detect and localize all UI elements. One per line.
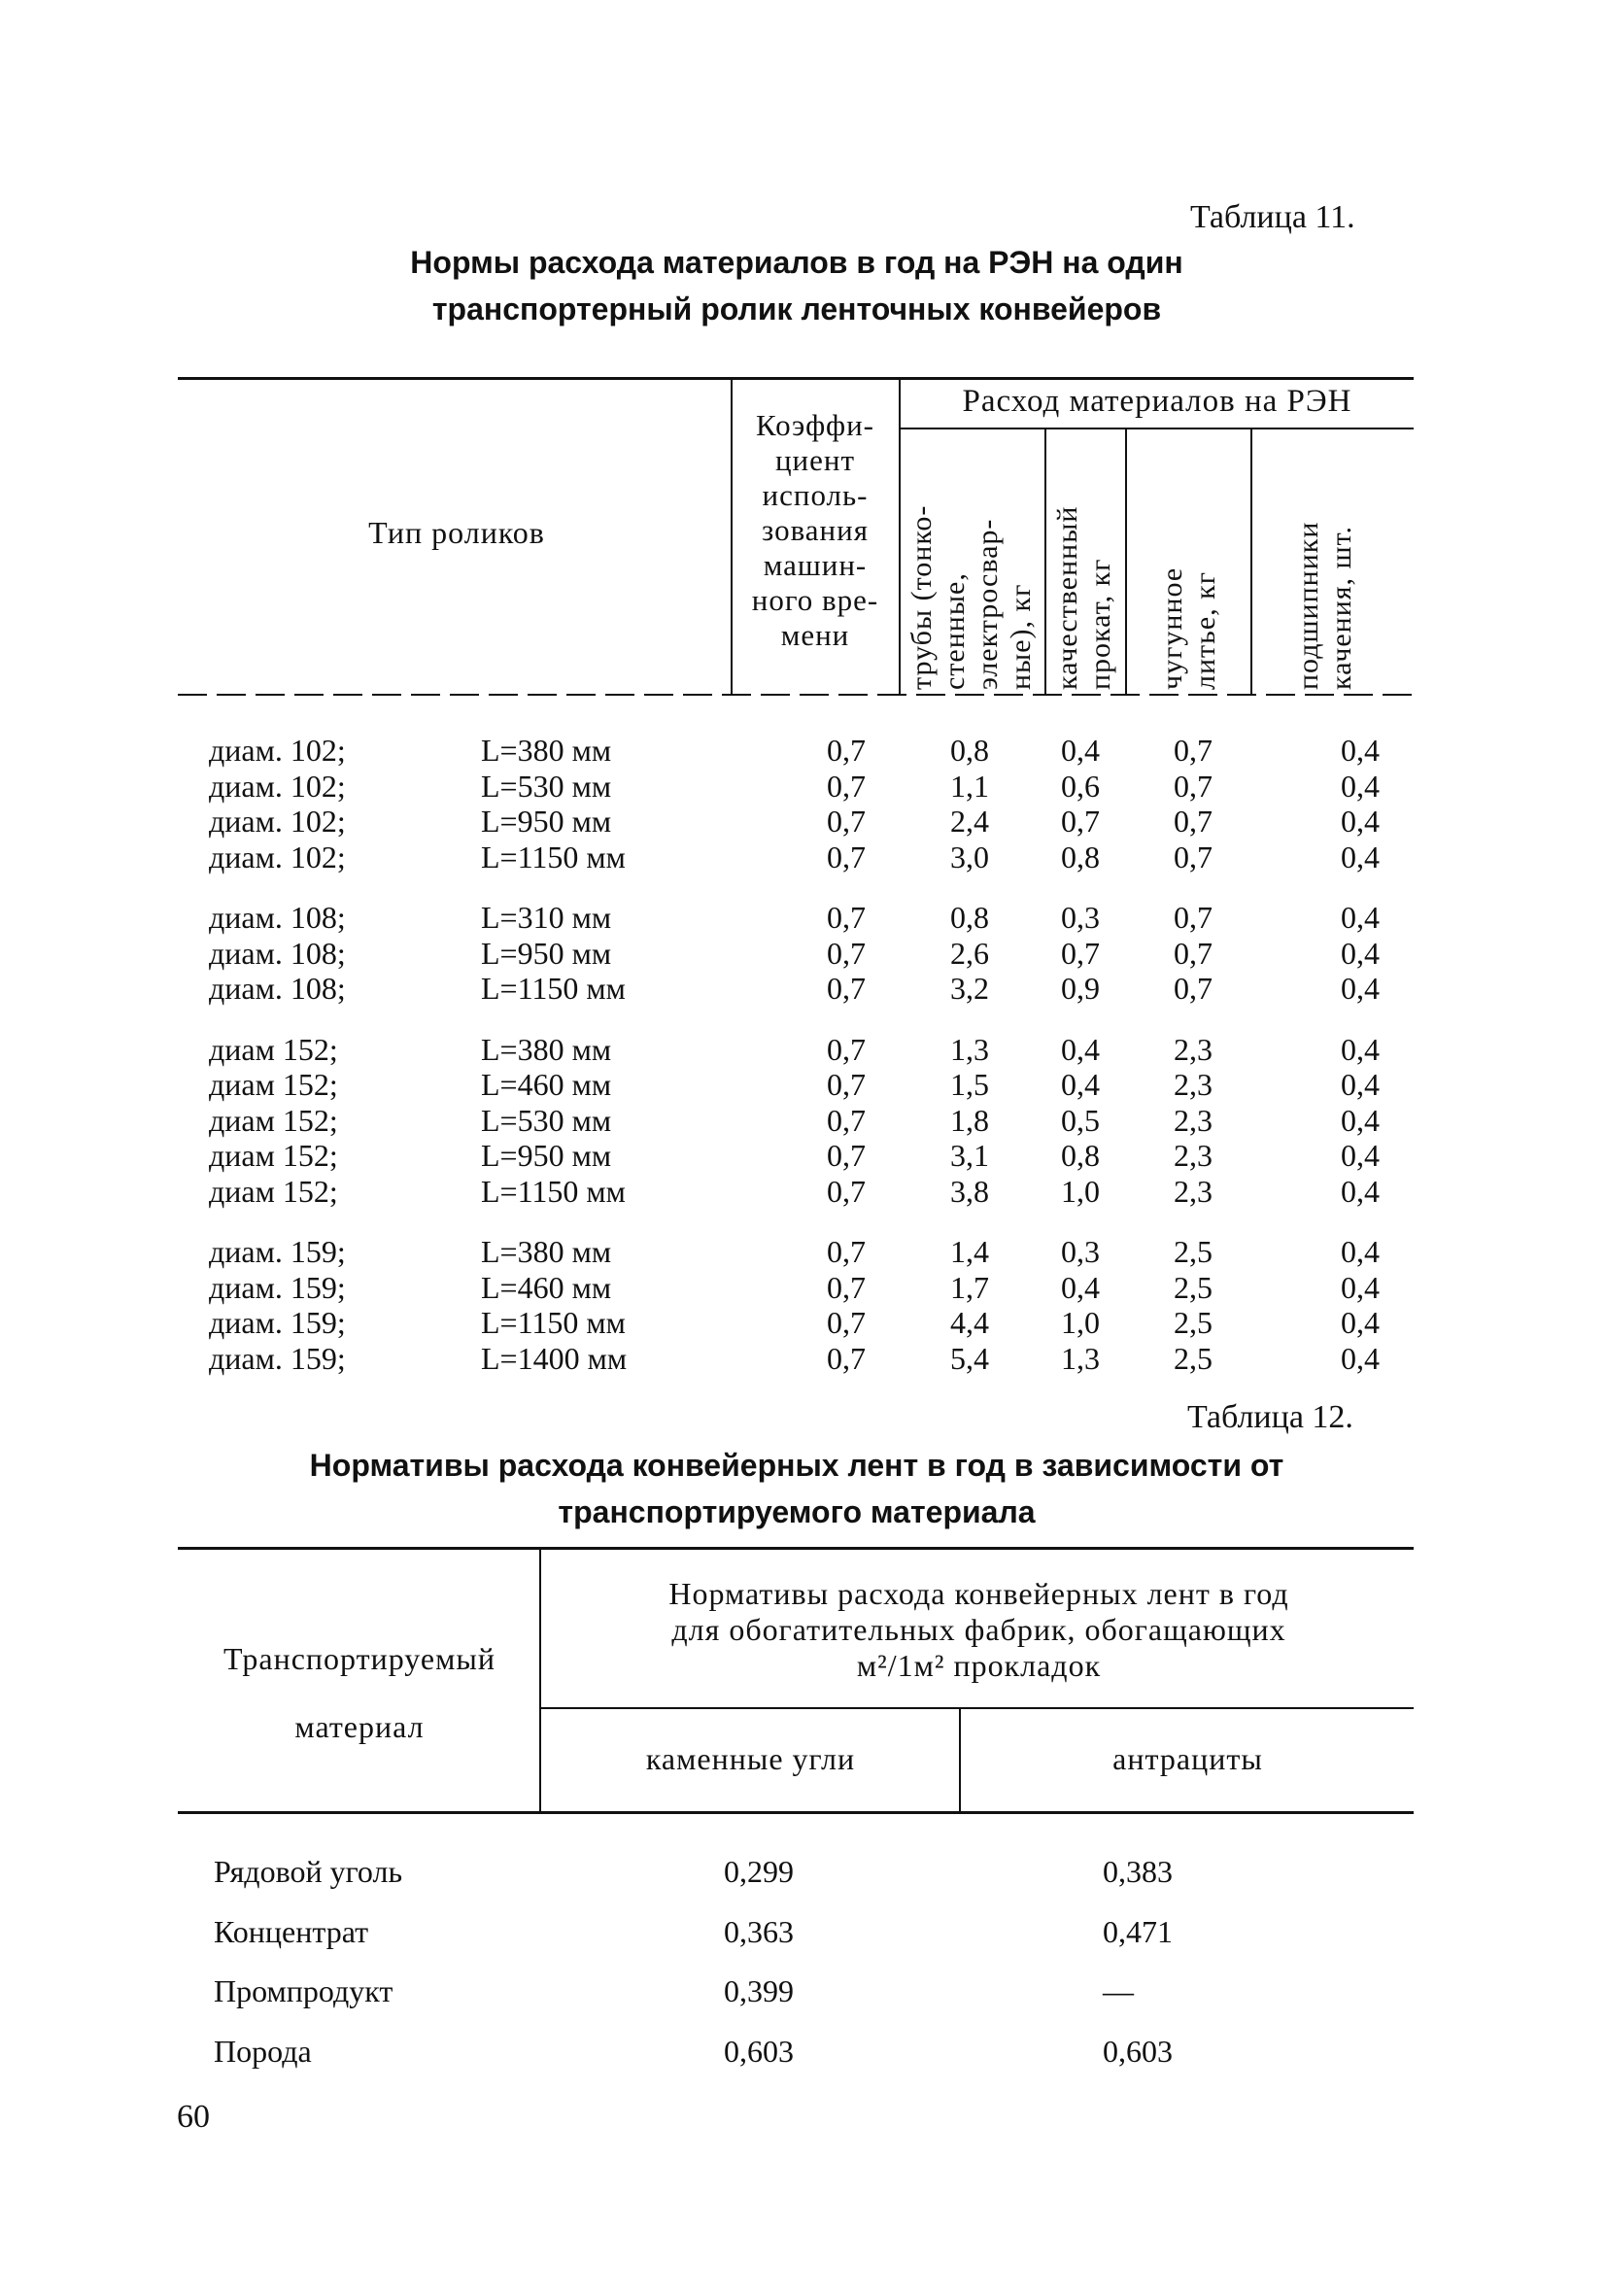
table12-row xyxy=(0,1970,1606,2012)
cell-length: L=1150 мм xyxy=(481,839,626,874)
cell-coef: 0,7 xyxy=(827,1234,866,1269)
cell-pipes: 0,8 xyxy=(950,900,989,935)
cell-bearings: 0,4 xyxy=(1341,1067,1380,1102)
pipes-line: стенные, xyxy=(939,572,971,690)
cell-pipes: 1,1 xyxy=(950,768,989,804)
cell-anthracite: 0,603 xyxy=(1103,2034,1173,2069)
material-line2: материал xyxy=(294,1709,425,1744)
cell-length: L=1150 мм xyxy=(481,971,626,1006)
table11-title-line2: транспортерный ролик ленточных конвейеров xyxy=(431,291,1162,326)
table11-row xyxy=(0,1174,1606,1209)
cell-length: L=1150 мм xyxy=(481,1305,626,1340)
coef-line: исполь- xyxy=(762,478,869,512)
cell-material: Порода xyxy=(214,2034,312,2069)
cell-cast: 2,5 xyxy=(1174,1340,1213,1376)
table12-title-line2: транспортируемого материала xyxy=(558,1494,1036,1529)
cell-bearings: 0,4 xyxy=(1341,1269,1380,1305)
cell-coef: 0,7 xyxy=(827,839,866,874)
table11-row xyxy=(0,1103,1606,1138)
table12-group-rule xyxy=(541,1707,1414,1709)
cell-rolled: 0,7 xyxy=(1061,804,1100,839)
table11-title xyxy=(291,239,1302,332)
cast-line: литье, кг xyxy=(1189,570,1221,690)
cell-anthracite: 0,383 xyxy=(1103,1854,1173,1889)
table12-header-group xyxy=(544,1576,1414,1684)
cell-length: L=950 мм xyxy=(481,804,612,839)
group-line3: м²/1м² прокладок xyxy=(856,1648,1102,1683)
cell-coef: 0,7 xyxy=(827,1138,866,1173)
cell-length: L=380 мм xyxy=(481,733,612,768)
cell-cast: 2,3 xyxy=(1174,1138,1213,1173)
cell-cast: 2,3 xyxy=(1174,1031,1213,1067)
cell-length: L=530 мм xyxy=(481,768,612,804)
table11-row xyxy=(0,900,1606,935)
cell-cast: 2,5 xyxy=(1174,1234,1213,1269)
table11-top-rule xyxy=(178,377,1414,380)
table11-row xyxy=(0,769,1606,804)
cell-pipes: 4,4 xyxy=(950,1305,989,1340)
cell-bearings: 0,4 xyxy=(1341,1102,1380,1138)
table11-row xyxy=(0,936,1606,971)
cell-rolled: 1,0 xyxy=(1061,1305,1100,1340)
table12-title xyxy=(233,1442,1360,1535)
cell-length: L=950 мм xyxy=(481,1138,612,1173)
cell-rolled: 1,3 xyxy=(1061,1340,1100,1376)
cell-diameter: диам 152; xyxy=(209,1173,338,1209)
pipes-line: трубы (тонко- xyxy=(906,504,938,690)
cell-pipes: 3,2 xyxy=(950,971,989,1006)
cell-anthracite: — xyxy=(1103,1973,1134,2008)
cell-coef: 0,7 xyxy=(827,900,866,935)
cell-bearings: 0,4 xyxy=(1341,1305,1380,1340)
cell-pipes: 2,6 xyxy=(950,935,989,971)
cell-coef: 0,7 xyxy=(827,935,866,971)
table12-row xyxy=(0,1850,1606,1893)
coef-line: машин- xyxy=(763,548,868,582)
table11-header-group: Расход материалов на РЭН xyxy=(962,384,1352,419)
table11-header-bottom-rule xyxy=(178,694,1414,696)
cell-cast: 0,7 xyxy=(1174,768,1213,804)
cell-pipes: 1,4 xyxy=(950,1234,989,1269)
cell-pipes: 5,4 xyxy=(950,1340,989,1376)
table11-row xyxy=(0,1234,1606,1269)
table11-vrule-2 xyxy=(899,379,901,695)
cell-rolled: 0,4 xyxy=(1061,1031,1100,1067)
cell-pipes: 0,8 xyxy=(950,733,989,768)
cell-bearings: 0,4 xyxy=(1341,935,1380,971)
table12-caption: Таблица 12. xyxy=(1187,1399,1353,1435)
cell-bearings: 0,4 xyxy=(1341,1031,1380,1067)
table12-row xyxy=(0,2030,1606,2073)
rolled-line: прокат, кг xyxy=(1084,558,1116,690)
cast-line: чугунное xyxy=(1156,566,1188,690)
table11-title-line1: Нормы расхода материалов в год на РЭН на один xyxy=(410,245,1183,280)
cell-cast: 0,7 xyxy=(1174,804,1213,839)
cell-cast: 0,7 xyxy=(1174,935,1213,971)
bearings-line: подшипники xyxy=(1292,521,1324,690)
cell-cast: 2,5 xyxy=(1174,1269,1213,1305)
coef-line: зования xyxy=(762,513,869,547)
cell-diameter: диам. 159; xyxy=(209,1269,346,1305)
table11-header-coef xyxy=(733,408,898,653)
cell-coef: 0,7 xyxy=(827,804,866,839)
cell-length: L=530 мм xyxy=(481,1102,612,1138)
table11-row xyxy=(0,1067,1606,1102)
cell-rolled: 0,4 xyxy=(1061,1269,1100,1305)
cell-rolled: 0,8 xyxy=(1061,1138,1100,1173)
cell-coef: 0,7 xyxy=(827,1340,866,1376)
cell-bearings: 0,4 xyxy=(1341,804,1380,839)
table11-row xyxy=(0,840,1606,874)
table11-vrule-5 xyxy=(1250,429,1252,695)
cell-coal: 0,399 xyxy=(724,1973,794,2008)
cell-diameter: диам. 102; xyxy=(209,804,346,839)
cell-coef: 0,7 xyxy=(827,1269,866,1305)
cell-rolled: 0,3 xyxy=(1061,1234,1100,1269)
cell-length: L=460 мм xyxy=(481,1269,612,1305)
table11-header-type: Тип роликов xyxy=(368,515,545,550)
table11-header-cast xyxy=(1156,439,1222,690)
cell-diameter: диам 152; xyxy=(209,1067,338,1102)
cell-pipes: 1,3 xyxy=(950,1031,989,1067)
cell-length: L=950 мм xyxy=(481,935,612,971)
cell-diameter: диам. 102; xyxy=(209,768,346,804)
table11-row xyxy=(0,1138,1606,1173)
table11-vrule-4 xyxy=(1125,429,1127,695)
cell-coef: 0,7 xyxy=(827,1067,866,1102)
cell-cast: 2,5 xyxy=(1174,1305,1213,1340)
cell-pipes: 1,7 xyxy=(950,1269,989,1305)
cell-diameter: диам. 159; xyxy=(209,1340,346,1376)
table12-header-bottom-rule xyxy=(178,1811,1414,1814)
cell-diameter: диам. 108; xyxy=(209,900,346,935)
table11-header-bearings xyxy=(1292,439,1358,690)
cell-diameter: диам. 159; xyxy=(209,1305,346,1340)
cell-coef: 0,7 xyxy=(827,768,866,804)
group-line2: для обогатительных фабрик, обогащающих xyxy=(671,1612,1286,1647)
cell-pipes: 1,5 xyxy=(950,1067,989,1102)
cell-diameter: диам. 102; xyxy=(209,839,346,874)
table11-row xyxy=(0,971,1606,1006)
cell-diameter: диам. 108; xyxy=(209,935,346,971)
cell-cast: 0,7 xyxy=(1174,971,1213,1006)
table11-header-pipes xyxy=(906,439,1038,690)
cell-coef: 0,7 xyxy=(827,971,866,1006)
cell-material: Рядовой уголь xyxy=(214,1854,403,1889)
table11-row xyxy=(0,1341,1606,1376)
table11-row xyxy=(0,1032,1606,1067)
cell-anthracite: 0,471 xyxy=(1103,1914,1173,1949)
cell-rolled: 0,4 xyxy=(1061,733,1100,768)
table12-header-material xyxy=(180,1625,539,1761)
pipes-line: ные), кг xyxy=(1005,583,1037,690)
cell-pipes: 3,1 xyxy=(950,1138,989,1173)
table11-row xyxy=(0,804,1606,839)
cell-bearings: 0,4 xyxy=(1341,1138,1380,1173)
cell-bearings: 0,4 xyxy=(1341,971,1380,1006)
table12-top-rule xyxy=(178,1547,1414,1550)
cell-diameter: диам 152; xyxy=(209,1102,338,1138)
cell-diameter: диам. 108; xyxy=(209,971,346,1006)
cell-bearings: 0,4 xyxy=(1341,1173,1380,1209)
cell-bearings: 0,4 xyxy=(1341,900,1380,935)
cell-bearings: 0,4 xyxy=(1341,1340,1380,1376)
cell-bearings: 0,4 xyxy=(1341,1234,1380,1269)
cell-rolled: 0,6 xyxy=(1061,768,1100,804)
coef-line: мени xyxy=(780,618,850,652)
coef-line: Коэффи- xyxy=(755,408,875,442)
cell-diameter: диам. 159; xyxy=(209,1234,346,1269)
cell-diameter: диам 152; xyxy=(209,1031,338,1067)
cell-cast: 2,3 xyxy=(1174,1102,1213,1138)
table12-header-anthracite: антрациты xyxy=(1112,1741,1263,1776)
coef-line: циент xyxy=(774,443,856,477)
table11-caption: Таблица 11. xyxy=(1190,199,1355,235)
coef-line: ного вре- xyxy=(751,583,879,617)
cell-rolled: 0,4 xyxy=(1061,1067,1100,1102)
table12-vrule-1 xyxy=(539,1549,541,1811)
cell-rolled: 1,0 xyxy=(1061,1173,1100,1209)
cell-cast: 0,7 xyxy=(1174,733,1213,768)
cell-bearings: 0,4 xyxy=(1341,768,1380,804)
cell-coef: 0,7 xyxy=(827,1305,866,1340)
cell-pipes: 2,4 xyxy=(950,804,989,839)
bearings-line: качения, шт. xyxy=(1325,525,1357,690)
cell-coef: 0,7 xyxy=(827,1102,866,1138)
cell-bearings: 0,4 xyxy=(1341,839,1380,874)
cell-rolled: 0,9 xyxy=(1061,971,1100,1006)
cell-cast: 0,7 xyxy=(1174,839,1213,874)
cell-rolled: 0,5 xyxy=(1061,1102,1100,1138)
table11-vrule-3 xyxy=(1044,429,1046,695)
table12-row xyxy=(0,1910,1606,1953)
table11-row xyxy=(0,1270,1606,1305)
cell-pipes: 3,8 xyxy=(950,1173,989,1209)
rolled-line: качественный xyxy=(1051,505,1083,690)
table11-row xyxy=(0,733,1606,768)
cell-coal: 0,603 xyxy=(724,2034,794,2069)
cell-bearings: 0,4 xyxy=(1341,733,1380,768)
cell-diameter: диам. 102; xyxy=(209,733,346,768)
cell-pipes: 1,8 xyxy=(950,1102,989,1138)
cell-length: L=1400 мм xyxy=(481,1340,628,1376)
cell-length: L=380 мм xyxy=(481,1031,612,1067)
cell-length: L=310 мм xyxy=(481,900,612,935)
pipes-line: электросвар- xyxy=(972,518,1004,690)
table11-row xyxy=(0,1305,1606,1340)
cell-rolled: 0,3 xyxy=(1061,900,1100,935)
cell-rolled: 0,7 xyxy=(1061,935,1100,971)
cell-length: L=1150 мм xyxy=(481,1173,626,1209)
cell-coef: 0,7 xyxy=(827,733,866,768)
table11-group-rule xyxy=(901,428,1414,429)
cell-material: Концентрат xyxy=(214,1914,369,1949)
cell-material: Промпродукт xyxy=(214,1973,393,2008)
cell-rolled: 0,8 xyxy=(1061,839,1100,874)
cell-cast: 2,3 xyxy=(1174,1067,1213,1102)
cell-pipes: 3,0 xyxy=(950,839,989,874)
material-line1: Транспортируемый xyxy=(223,1641,495,1676)
page-number: 60 xyxy=(177,2099,210,2135)
cell-coal: 0,363 xyxy=(724,1914,794,1949)
cell-length: L=380 мм xyxy=(481,1234,612,1269)
cell-diameter: диам 152; xyxy=(209,1138,338,1173)
group-line1: Нормативы расхода конвейерных лент в год xyxy=(668,1576,1289,1611)
table11-header-rolled xyxy=(1051,439,1117,690)
cell-length: L=460 мм xyxy=(481,1067,612,1102)
cell-cast: 0,7 xyxy=(1174,900,1213,935)
cell-cast: 2,3 xyxy=(1174,1173,1213,1209)
table12-vrule-2 xyxy=(959,1709,961,1811)
cell-coef: 0,7 xyxy=(827,1031,866,1067)
table12-title-line1: Нормативы расхода конвейерных лент в год в зависимости от xyxy=(309,1448,1284,1483)
cell-coef: 0,7 xyxy=(827,1173,866,1209)
table12-header-coal: каменные угли xyxy=(645,1741,856,1776)
cell-coal: 0,299 xyxy=(724,1854,794,1889)
